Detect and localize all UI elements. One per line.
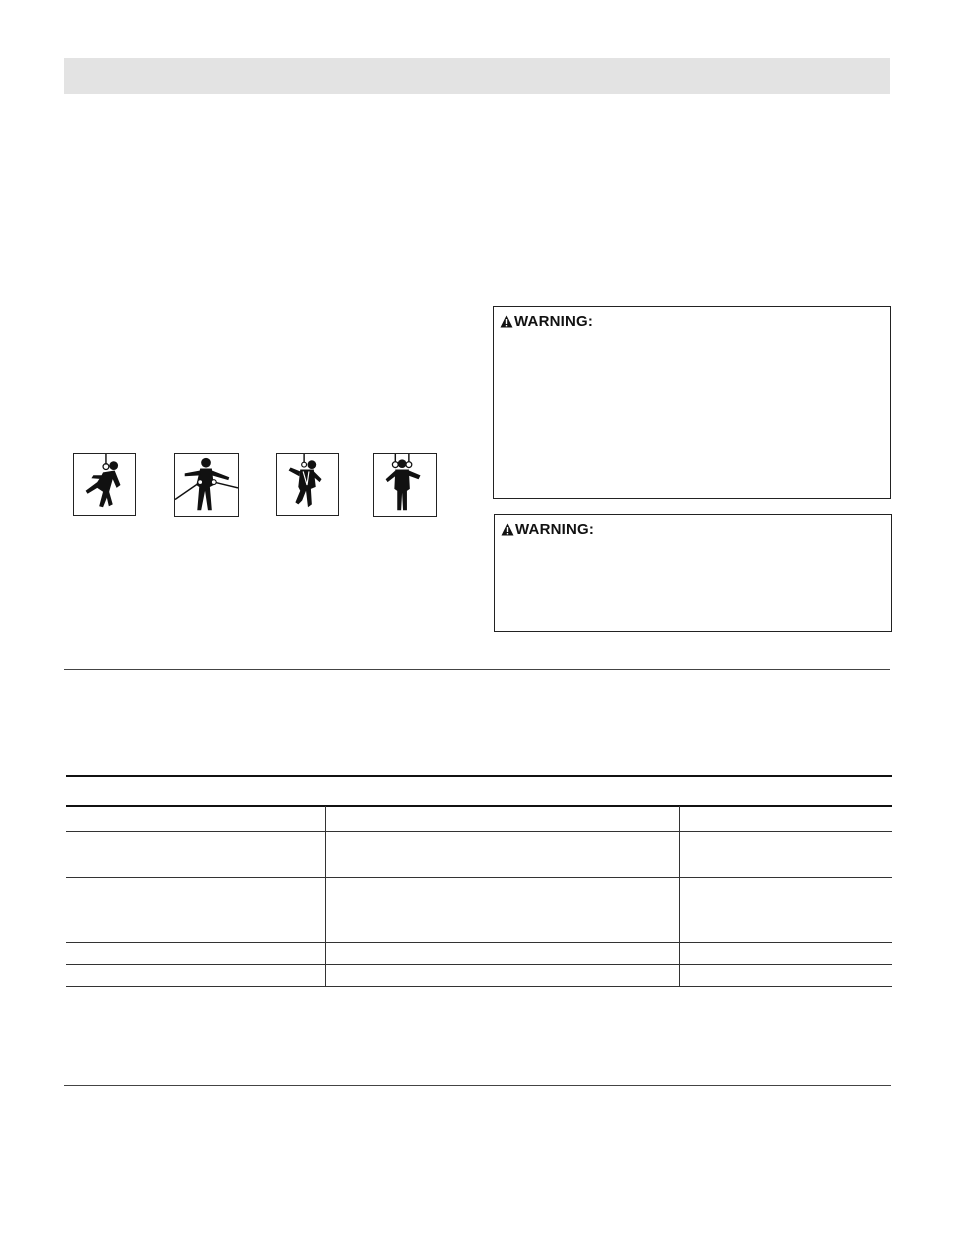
table-header-rule: [66, 805, 892, 807]
warning-box-2: [494, 514, 892, 632]
warning-triangle-icon: [501, 523, 514, 536]
suspension-icon: [276, 453, 339, 516]
table-top-rule: [66, 775, 892, 777]
fall-arrest-icon: [73, 453, 136, 516]
table-row-rule: [66, 942, 892, 943]
warning-label-1: WARNING:: [514, 313, 594, 330]
retrieval-icon: [373, 453, 437, 517]
table-row-rule: [66, 877, 892, 878]
table-col-divider: [325, 806, 326, 986]
warning-title-2: [501, 521, 594, 538]
table-col-divider: [679, 806, 680, 986]
table-row-rule: [66, 831, 892, 832]
section-divider: [64, 669, 890, 670]
warning-box-1: [493, 306, 891, 499]
warning-label-2: WARNING:: [515, 521, 595, 538]
section-header-bar: [64, 58, 890, 94]
warning-title-1: [500, 313, 593, 330]
table-row-rule: [66, 986, 892, 987]
warning-triangle-icon: [500, 315, 513, 328]
positioning-icon: [174, 453, 239, 517]
table-row-rule: [66, 964, 892, 965]
bottom-divider: [64, 1085, 891, 1086]
